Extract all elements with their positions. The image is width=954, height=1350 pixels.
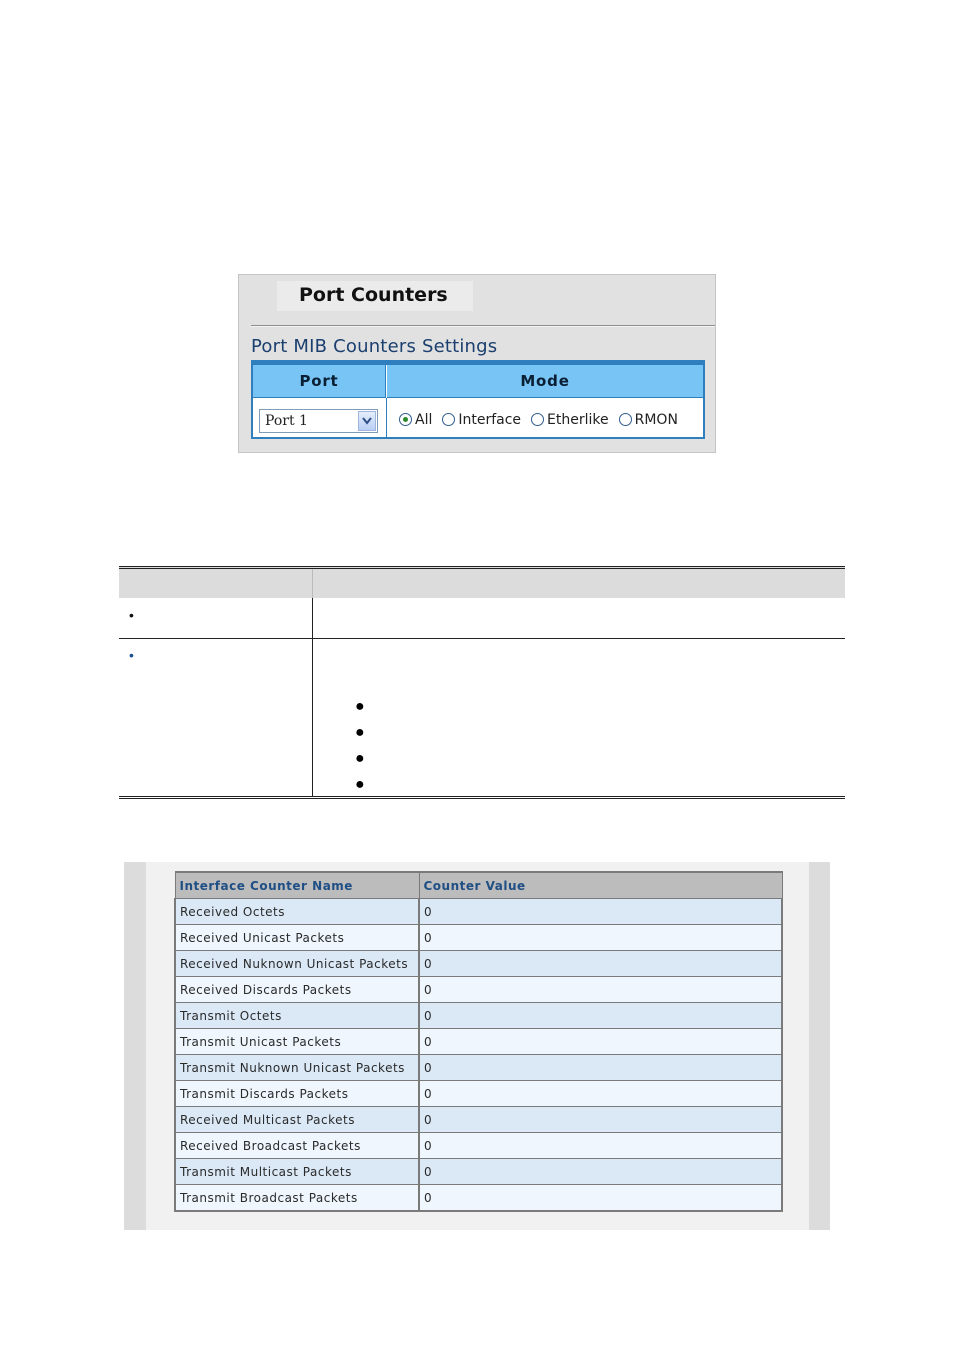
sub-bullet-icon: ● bbox=[355, 750, 365, 767]
counter-value-cell: 0 bbox=[419, 1003, 782, 1029]
counter-name-cell: Transmit Nuknown Unicast Packets bbox=[175, 1055, 419, 1081]
port-counters-panel bbox=[238, 274, 716, 453]
radio-icon[interactable] bbox=[531, 413, 544, 426]
chevron-down-icon[interactable] bbox=[358, 411, 376, 431]
mode-radio-label: Etherlike bbox=[547, 412, 609, 428]
table-row bbox=[175, 1107, 782, 1133]
mode-radio-label: RMON bbox=[634, 412, 678, 428]
mode-radio-etherlike[interactable] bbox=[531, 412, 609, 428]
counter-value-cell: 0 bbox=[419, 1185, 782, 1212]
table-row bbox=[175, 1185, 782, 1212]
counter-name-cell: Transmit Discards Packets bbox=[175, 1081, 419, 1107]
counter-value-cell: 0 bbox=[419, 1133, 782, 1159]
table-row bbox=[175, 1003, 782, 1029]
table-row bbox=[175, 925, 782, 951]
counter-value-header: Counter Value bbox=[419, 872, 782, 899]
table-row bbox=[175, 977, 782, 1003]
counter-name-cell: Transmit Unicast Packets bbox=[175, 1029, 419, 1055]
counter-value-cell: 0 bbox=[419, 1159, 782, 1185]
column-divider bbox=[312, 639, 313, 796]
counter-name-cell: Transmit Multicast Packets bbox=[175, 1159, 419, 1185]
counter-value-cell: 0 bbox=[419, 899, 782, 925]
cell-divider bbox=[386, 398, 387, 437]
counter-name-cell: Received Octets bbox=[175, 899, 419, 925]
port-select[interactable] bbox=[259, 409, 378, 433]
counter-name-cell: Received Discards Packets bbox=[175, 977, 419, 1003]
mode-radio-label: Interface bbox=[458, 412, 522, 428]
counter-name-cell: Received Broadcast Packets bbox=[175, 1133, 419, 1159]
table-row bbox=[175, 951, 782, 977]
description-table-bottom-rule bbox=[119, 796, 845, 799]
counter-value-cell: 0 bbox=[419, 951, 782, 977]
table-header-row bbox=[175, 872, 782, 899]
table-row bbox=[175, 1133, 782, 1159]
counter-value-cell: 0 bbox=[419, 1107, 782, 1133]
bullet-icon: • bbox=[129, 647, 134, 663]
counter-name-header: Interface Counter Name bbox=[175, 872, 419, 899]
table-row bbox=[175, 1029, 782, 1055]
counter-value-cell: 0 bbox=[419, 1081, 782, 1107]
mode-radio-rmon[interactable] bbox=[619, 412, 678, 428]
mode-radio-group bbox=[399, 412, 688, 428]
sub-bullet-icon: ● bbox=[355, 776, 365, 793]
port-select-value: Port 1 bbox=[265, 413, 308, 429]
description-row bbox=[119, 598, 845, 639]
counter-name-cell: Received Unicast Packets bbox=[175, 925, 419, 951]
table-row bbox=[175, 1055, 782, 1081]
mode-column-header: Mode bbox=[387, 365, 703, 398]
radio-selected-icon[interactable] bbox=[399, 413, 412, 426]
sub-bullet-icon: ● bbox=[355, 724, 365, 741]
settings-table bbox=[251, 360, 705, 439]
section-title: Port MIB Counters Settings bbox=[251, 336, 498, 357]
counter-name-cell: Received Multicast Packets bbox=[175, 1107, 419, 1133]
table-row bbox=[175, 899, 782, 925]
description-table-header bbox=[119, 566, 845, 598]
counter-name-cell: Transmit Octets bbox=[175, 1003, 419, 1029]
mode-radio-label: All bbox=[415, 412, 433, 428]
counter-value-cell: 0 bbox=[419, 1055, 782, 1081]
radio-icon[interactable] bbox=[442, 413, 455, 426]
title-divider bbox=[251, 325, 715, 327]
mode-radio-interface[interactable] bbox=[442, 412, 521, 428]
column-divider bbox=[312, 569, 313, 598]
sub-bullet-icon: ● bbox=[355, 698, 365, 715]
table-row bbox=[175, 1081, 782, 1107]
counter-value-cell: 0 bbox=[419, 977, 782, 1003]
bullet-icon: • bbox=[129, 607, 134, 623]
mode-radio-all[interactable] bbox=[399, 412, 432, 428]
table-row bbox=[175, 1159, 782, 1185]
radio-icon[interactable] bbox=[619, 413, 632, 426]
counter-value-cell: 0 bbox=[419, 925, 782, 951]
interface-counter-table bbox=[174, 871, 783, 1212]
column-divider bbox=[312, 598, 313, 638]
counter-value-cell: 0 bbox=[419, 1029, 782, 1055]
counter-name-cell: Received Nuknown Unicast Packets bbox=[175, 951, 419, 977]
description-row bbox=[119, 639, 845, 796]
counter-name-cell: Transmit Broadcast Packets bbox=[175, 1185, 419, 1212]
port-column-header: Port bbox=[253, 365, 386, 398]
page-title: Port Counters bbox=[299, 284, 448, 306]
